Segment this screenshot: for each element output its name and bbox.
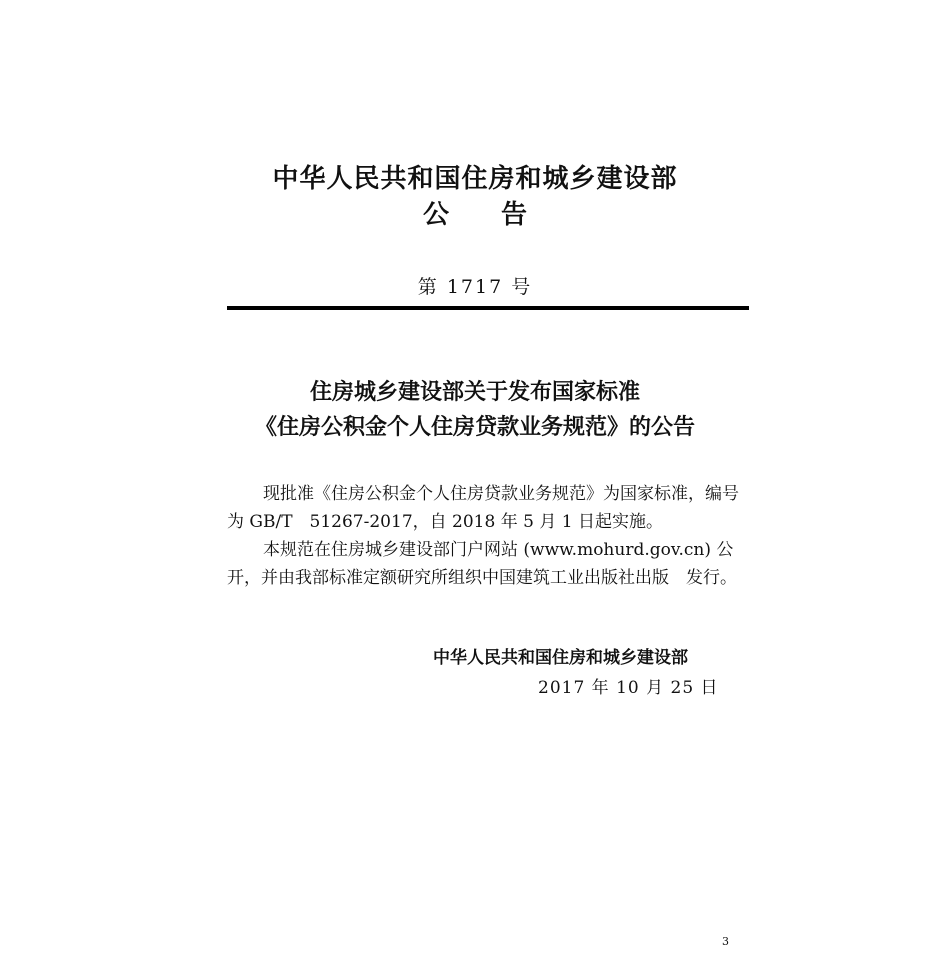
page-number: 3 bbox=[722, 935, 729, 948]
document-title-line-1: 住房城乡建设部关于发布国家标准 bbox=[309, 380, 640, 405]
notice-heading bbox=[0, 194, 950, 231]
signature-date: 2017 年 10 月 25 日 bbox=[538, 678, 719, 698]
notice-char-1: 公 bbox=[422, 200, 449, 230]
paragraph-2-text: 本规范在住房城乡建设部门户网站 (www.mohurd.gov.cn) 公开，并由我部标准定额研究所组织中国建筑工业出版社出版 发行。 bbox=[227, 540, 737, 588]
paragraph-1-text: 现批准《住房公积金个人住房贷款业务规范》为国家标准，编号为 GB/T 51267-2017，自 2018 年 5 月 1 日起实施。 bbox=[227, 484, 739, 532]
notice-char-2: 告 bbox=[501, 200, 528, 230]
document-title-line-2: 《住房公积金个人住房贷款业务规范》的公告 bbox=[254, 415, 695, 440]
body-paragraph-2 bbox=[227, 536, 749, 592]
ministry-heading: 中华人民共和国住房和城乡建设部 bbox=[272, 164, 678, 194]
signature-issuer: 中华人民共和国住房和城乡建设部 bbox=[433, 648, 688, 668]
heading-divider bbox=[227, 306, 749, 310]
announcement-number: 第 1717 号 bbox=[417, 276, 533, 298]
body-paragraph-1 bbox=[227, 480, 749, 536]
